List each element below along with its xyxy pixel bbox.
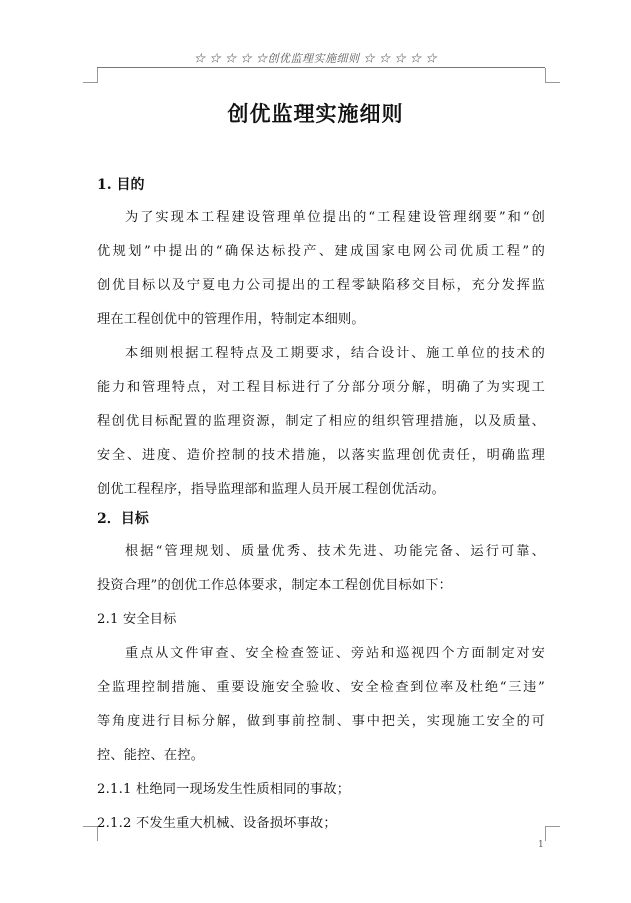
list-item: 2.1.1 杜绝同一现场发生性质相同的事故； <box>97 782 351 797</box>
paragraph-line: 全监理控制措施、重要设施安全验收、安全检查到位率及杜绝“三违” <box>97 680 545 695</box>
paragraph-line: 投资合理”的创优工作总体要求，制定本工程创优目标如下： <box>97 578 453 593</box>
section-heading-goals: 2．目标 <box>97 511 149 527</box>
section-heading-purpose: 1. 目的 <box>97 177 145 193</box>
paragraph-line: 能力和管理特点，对工程目标进行了分部分项分解，明确了为实现工 <box>97 380 545 395</box>
list-item: 2.1.2 不发生重大机械、设备损坏事故； <box>97 816 337 831</box>
crop-mark-bottom-right <box>545 826 560 841</box>
crop-mark-top-left <box>83 68 98 83</box>
paragraph-line: 本细则根据工程特点及工期要求，结合设计、施工单位的技术的 <box>125 346 545 361</box>
paragraph-line: 创优目标以及宁夏电力公司提出的工程零缺陷移交目标，充分发挥监 <box>97 278 545 293</box>
paragraph-line: 程创优目标配置的监理资源，制定了相应的组织管理措施，以及质量、 <box>97 414 545 429</box>
paragraph-line: 等角度进行目标分解，做到事前控制、事中把关，实现施工安全的可 <box>97 714 545 729</box>
paragraph-line: 控、能控、在控。 <box>97 748 205 763</box>
paragraph-line: 优规划”中提出的“确保达标投产、建成国家电网公司优质工程”的 <box>97 244 545 259</box>
paragraph-line: 为了实现本工程建设管理单位提出的“工程建设管理纲要”和“创 <box>125 210 545 225</box>
header-rule <box>97 67 545 68</box>
subsection-heading-safety: 2.1 安全目标 <box>97 612 177 627</box>
document-title: 创优监理实施细则 <box>227 101 404 126</box>
paragraph-line: 理在工程创优中的管理作用，特制定本细则。 <box>97 312 365 327</box>
page-number: 1 <box>538 840 544 850</box>
crop-mark-bottom-left <box>83 826 98 841</box>
crop-mark-top-right <box>545 68 560 83</box>
paragraph-line: 根据“管理规划、质量优秀、技术先进、功能完备、运行可靠、 <box>125 544 545 559</box>
paragraph-line: 安全、进度、造价控制的技术措施，以落实监理创优责任，明确监理 <box>97 448 545 463</box>
running-header: ☆ ☆ ☆ ☆ ☆创优监理实施细则 ☆ ☆ ☆ ☆ ☆ <box>194 52 437 65</box>
paragraph-line: 创优工程程序，指导监理部和监理人员开展工程创优活动。 <box>97 482 446 497</box>
paragraph-line: 重点从文件审查、安全检查签证、旁站和巡视四个方面制定对安 <box>125 646 545 661</box>
